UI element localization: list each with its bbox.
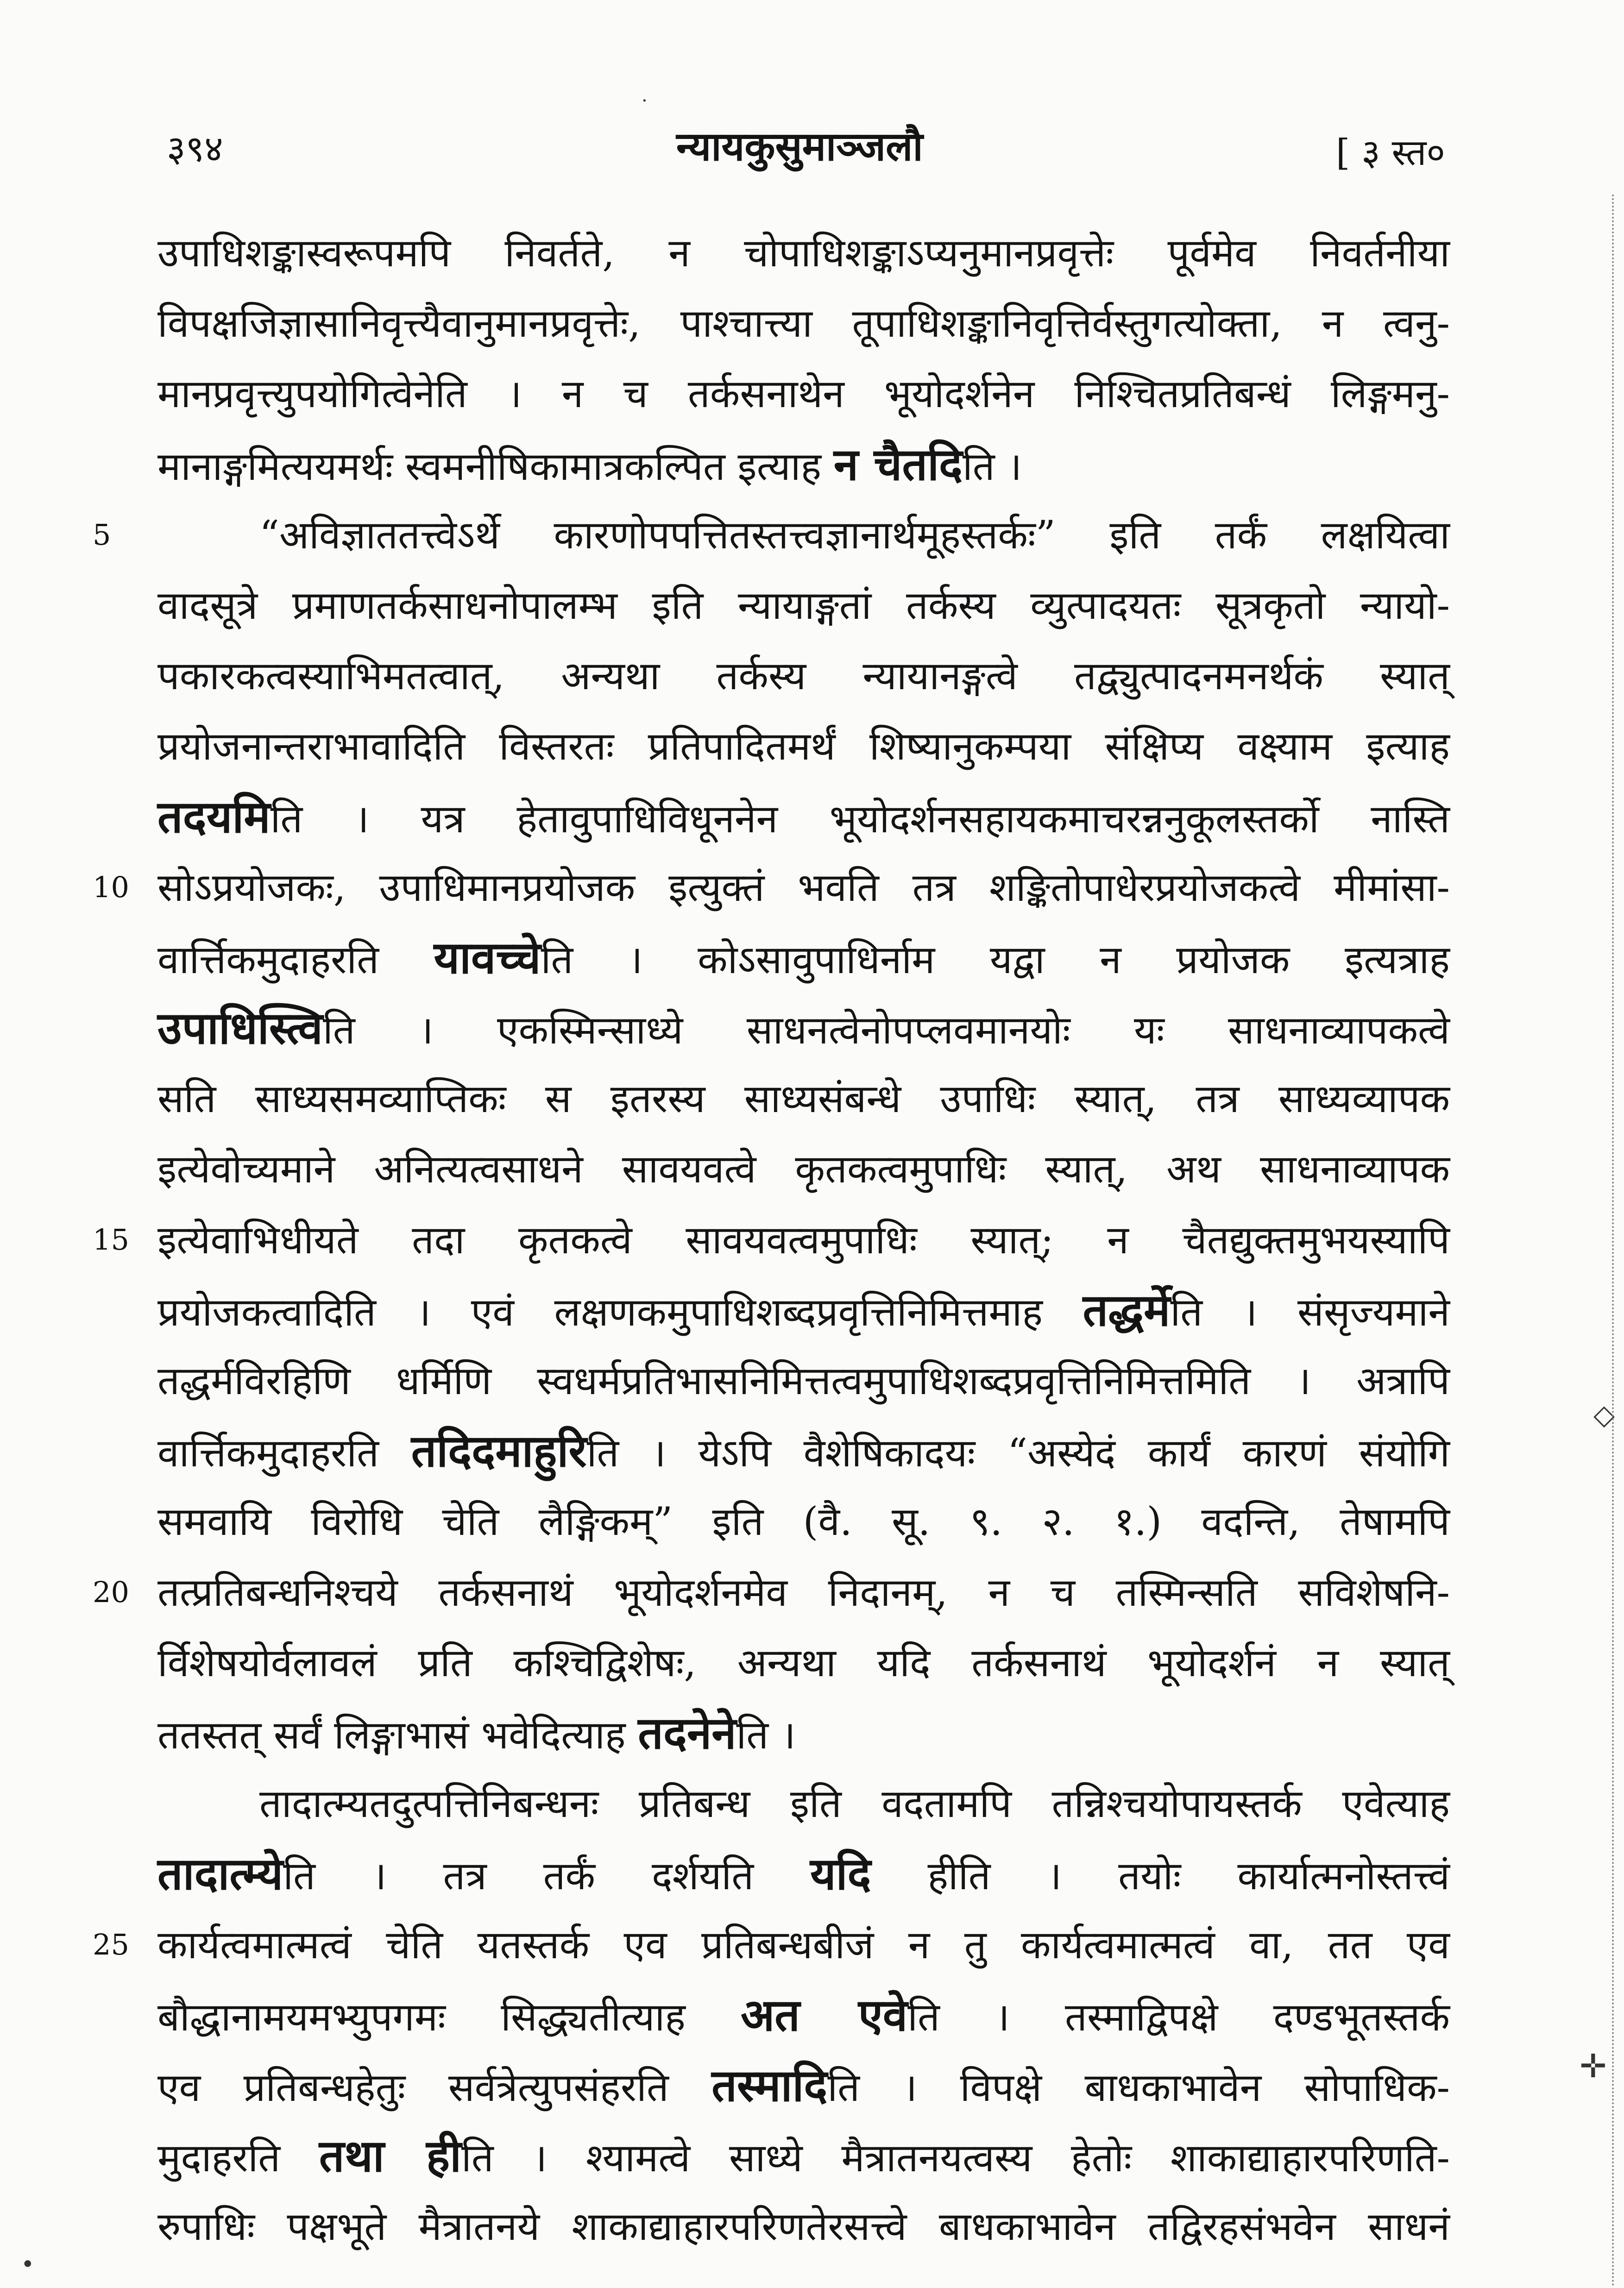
- text-segment: ति । कोऽसावुपाधिर्नाम यद्वा न प्रयोजक इत्यत्राह: [541, 937, 1450, 982]
- text-segment: समवायि विरोधि चेति लैङ्गिकम्” इति (वै. सू. ९. २. १.) वदन्ति, तेषामपि: [157, 1499, 1450, 1545]
- text-line: [93, 1910, 1450, 1980]
- text-segment: ति । येऽपि वैशेषिकादयः “अस्येदं कार्यं कारणं संयोगि: [586, 1430, 1450, 1476]
- bold-lemma: तदिदमाहुरि: [411, 1425, 587, 1477]
- text-segment: तद्धर्मविरहिणि धर्मिणि स्वधर्मप्रतिभासनिमित्तत्वमुपाधिशब्दप्रवृत्तिनिमित्तमिति । अत्रापि: [157, 1358, 1450, 1403]
- text-segment: “अविज्ञाततत्त्वेऽर्थे कारणोपपत्तितस्तत्त्वज्ञानार्थमूहस्तर्कः” इति तर्कं लक्षयित्वा: [259, 512, 1450, 558]
- text-line: [157, 1839, 1450, 1909]
- bold-lemma: न चैतदि: [833, 438, 963, 490]
- text-segment: र्विशेषयोर्वलावलं प्रति कश्चिद्विशेषः, अन्यथा यदि तर्कसनाथं भूयोदर्शनं न स्यात्: [157, 1640, 1450, 1685]
- text-line: [157, 1980, 1450, 2050]
- text-line: [93, 852, 1450, 923]
- bold-lemma: यदि: [810, 1848, 871, 1900]
- text-segment: कार्यत्वमात्मत्वं चेति यतस्तर्क एव प्रतिबन्धबीजं न तु कार्यत्वमात्मत्वं वा, तत एव: [157, 1922, 1450, 1967]
- line-number: 25: [93, 1927, 129, 1961]
- text-segment: बौद्धानामयमभ्युपगमः सिद्ध्यतीत्याह: [157, 1994, 741, 2040]
- text-segment: प्रयोजकत्वादिति । एवं लक्षणकमुपाधिशब्दप्रवृत्तिनिमित्तमाह: [157, 1289, 1083, 1335]
- text-segment: मानाङ्गमित्ययमर्थः स्वमनीषिकामात्रकल्पित इत्याह: [157, 443, 834, 489]
- text-segment: उपाधिशङ्कास्वरूपमपि निवर्तते, न चोपाधिशङ्काऽप्यनुमानप्रवृत्तेः पूर्वमेव निवर्तनीया: [157, 230, 1450, 276]
- text-line: [157, 1486, 1450, 1557]
- text-line: [157, 1628, 1450, 1698]
- line-number: 15: [93, 1222, 129, 1257]
- line-number: 10: [93, 870, 129, 904]
- text-line: [157, 1134, 1450, 1204]
- text-line: [157, 429, 1450, 500]
- page-edge: [1612, 195, 1616, 2288]
- text-line: [157, 2050, 1450, 2121]
- text-line: [157, 923, 1450, 993]
- text-segment: ति ।: [963, 443, 1022, 489]
- text-segment: इत्येवोच्यमाने अनित्यत्वसाधने सावयवत्वे कृतकत्वमुपाधिः स्यात्, अथ साधनाव्यापक: [157, 1146, 1450, 1192]
- text-line: [157, 218, 1450, 288]
- speck-mark: •: [21, 2251, 35, 2278]
- speck-mark: ·: [642, 90, 648, 112]
- text-segment: पकारकत्वस्याभिमतत्वात्, अन्यथा तर्कस्य न्यायानङ्गत्वे तद्व्युत्पादनमनर्थकं स्यात्: [157, 653, 1450, 699]
- text-segment: हीति । तयोः कार्यात्मनोस्तत्त्वं: [871, 1853, 1450, 1899]
- text-line: [93, 500, 1450, 570]
- text-line: [157, 1768, 1450, 1839]
- text-segment: इत्येवाभिधीयते तदा कृतकत्वे सावयवत्वमुपाधिः स्यात्; न चैतद्युक्तमुभयस्यापि: [157, 1217, 1450, 1263]
- text-segment: मुदाहरति: [157, 2135, 319, 2181]
- text-line: [157, 782, 1450, 852]
- bold-lemma: तद्धर्मे: [1083, 1283, 1171, 1336]
- text-segment: रुपाधिः पक्षभूते मैत्रातनये शाकाद्याहारपरिणतेरसत्त्वे बाधकाभावेन तद्विरहसंभवेन साधनं: [157, 2204, 1450, 2250]
- section-marker: [ ३ स्त०: [1336, 132, 1445, 174]
- text-line: [93, 1557, 1450, 1628]
- text-line: [157, 2191, 1450, 2262]
- text-segment: ति ।: [736, 1712, 796, 1758]
- text-segment: प्रयोजनान्तराभावादिति विस्तरतः प्रतिपादितमर्थं शिष्यानुकम्पया संक्षिप्य वक्ष्याम इत्याह: [157, 723, 1450, 769]
- text-segment: ततस्तत् सर्वं लिङ्गाभासं भवेदित्याह: [157, 1712, 638, 1758]
- bold-lemma: तदयमि: [157, 790, 271, 843]
- text-segment: वार्त्तिकमुदाहरति: [157, 1430, 411, 1476]
- text-line: [157, 1698, 1450, 1768]
- text-segment: वादसूत्रे प्रमाणतर्कसाधनोपालम्भ इति न्यायाङ्गतां तर्कस्य व्युत्पादयतः सूत्रकृतो न्यायो-: [157, 582, 1450, 628]
- bold-lemma: तादात्म्ये: [157, 1848, 283, 1900]
- page-header: [167, 118, 1445, 188]
- text-segment: सोऽप्रयोजकः, उपाधिमानप्रयोजक इत्युक्तं भवति तत्र शङ्कितोपाधेरप्रयोजकत्वे मीमांसा-: [157, 864, 1450, 910]
- margin-cross-mark: ✛: [1580, 2047, 1607, 2085]
- text-segment: ति । यत्र हेतावुपाधिविधूननेन भूयोदर्शनसहायकमाचरन्ननुकूलस्तर्को नास्ति: [270, 796, 1450, 842]
- text-segment: तत्प्रतिबन्धनिश्चये तर्कसनाथं भूयोदर्शनमेव निदानम्, न च तस्मिन्सति सविशेषनि-: [157, 1569, 1450, 1615]
- text-segment: मानप्रवृत्त्युपयोगित्वेनेति । न च तर्कसनाथेन भूयोदर्शनेन निश्चितप्रतिबन्धं लिङ्गमनु-: [157, 371, 1450, 417]
- bold-lemma: तथा ही: [319, 2130, 462, 2182]
- line-number: 20: [93, 1575, 129, 1609]
- body-text: [93, 218, 1450, 2262]
- text-line: [157, 1063, 1450, 1134]
- running-title: न्यायकुसुमाञ्जलौ: [676, 123, 923, 170]
- text-segment: एव प्रतिबन्धहेतुः सर्वत्रेत्युपसंहरति: [157, 2064, 712, 2110]
- text-line: [157, 1275, 1450, 1345]
- text-line: [157, 288, 1450, 358]
- page-number: ३९४: [167, 128, 223, 170]
- text-line: [157, 711, 1450, 781]
- text-line: [157, 993, 1450, 1063]
- text-segment: तादात्म्यतदुत्पत्तिनिबन्धनः प्रतिबन्ध इति वदतामपि तन्निश्चयोपायस्तर्क एवेत्याह: [259, 1781, 1450, 1827]
- bold-lemma: अत एवे: [740, 1988, 908, 2041]
- bold-lemma: तदनेने: [638, 1706, 736, 1759]
- text-segment: वार्त्तिकमुदाहरति: [157, 937, 434, 982]
- line-number: 5: [93, 517, 111, 552]
- text-line: [157, 1345, 1450, 1416]
- text-line: [93, 1205, 1450, 1275]
- text-line: [157, 570, 1450, 641]
- text-segment: ति । विपक्षे बाधकाभावेन सोपाधिक-: [827, 2064, 1450, 2110]
- bold-lemma: यावच्चे: [434, 931, 541, 984]
- text-line: [157, 2121, 1450, 2191]
- text-segment: ति । तत्र तर्कं दर्शयति: [283, 1853, 810, 1899]
- margin-bracket-mark: ◇: [1593, 1399, 1615, 1431]
- text-segment: सति साध्यसमव्याप्तिकः स इतरस्य साध्यसंबन्धे उपाधिः स्यात्, तत्र साध्यव्यापक: [157, 1076, 1450, 1122]
- bold-lemma: तस्मादि: [711, 2059, 828, 2112]
- text-segment: ति । श्यामत्वे साध्ये मैत्रातनयत्वस्य हेतोः शाकाद्याहारपरिणति-: [461, 2135, 1450, 2181]
- text-line: [157, 1416, 1450, 1486]
- text-line: [157, 358, 1450, 429]
- text-segment: ति । संसृज्यमाने: [1170, 1289, 1450, 1335]
- bold-lemma: उपाधिस्त्वि: [157, 1002, 323, 1055]
- text-segment: ति । तस्माद्विपक्षे दण्डभूतस्तर्क: [907, 1994, 1450, 2040]
- text-segment: ति । एकस्मिन्साध्ये साधनत्वेनोपप्लवमानयोः यः साधनाव्यापकत्वे: [322, 1007, 1450, 1053]
- text-segment: विपक्षजिज्ञासानिवृत्त्यैवानुमानप्रवृत्तेः, पाश्चात्त्या तूपाधिशङ्कानिवृत्तिर्वस्तुगत्योक्ता, न त्वनु-: [157, 301, 1450, 346]
- text-line: [157, 641, 1450, 711]
